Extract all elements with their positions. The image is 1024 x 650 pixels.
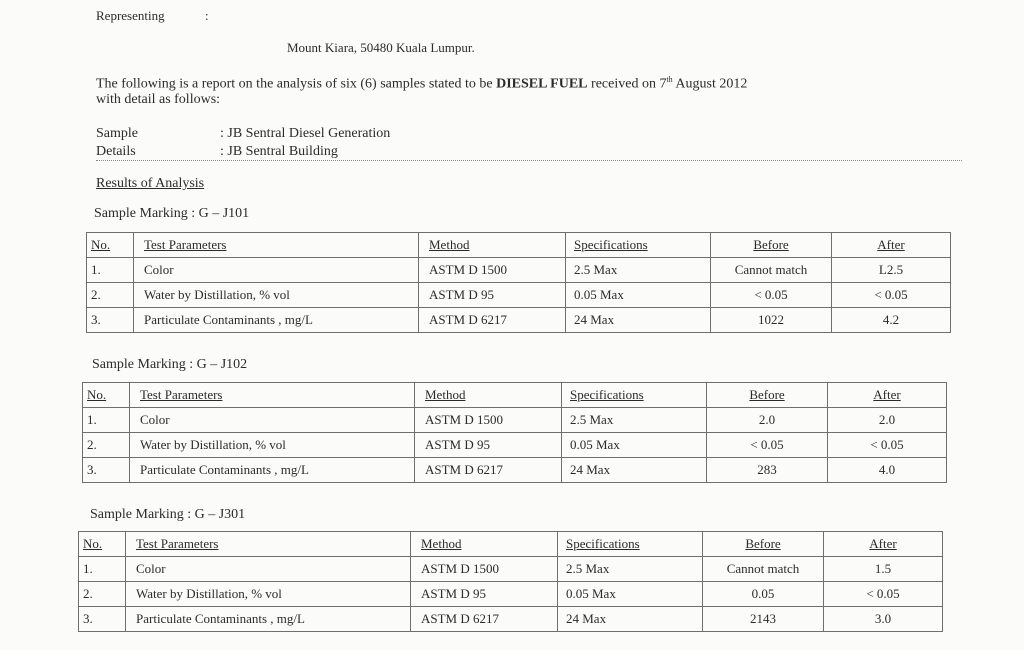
cell-param: Color [126, 557, 411, 582]
cell-before: < 0.05 [711, 283, 832, 308]
intro-line-1 [96, 75, 747, 93]
cell-method: ASTM D 95 [411, 582, 558, 607]
table-header-row [79, 532, 943, 557]
results-table-2 [82, 382, 947, 483]
col-spec: Specifications [558, 532, 703, 557]
intro-prefix: The following is a report on the analysis of six (6) samples stated to be [96, 76, 493, 92]
cell-before: < 0.05 [707, 433, 828, 458]
cell-spec: 2.5 Max [558, 557, 703, 582]
details-value: : JB Sentral Building [220, 144, 338, 159]
sample-marking-2 [92, 357, 247, 373]
cell-spec: 24 Max [558, 607, 703, 632]
col-spec: Specifications [566, 233, 711, 258]
intro-fuel: DIESEL FUEL [496, 76, 588, 92]
sample-marking-1 [94, 206, 249, 222]
cell-param: Color [130, 408, 415, 433]
sample-marking-label: Sample Marking [94, 206, 188, 221]
col-method: Method [419, 233, 566, 258]
sample-marking-label: Sample Marking [92, 357, 186, 372]
dotted-divider [96, 160, 962, 161]
cell-spec: 2.5 Max [562, 408, 707, 433]
col-param: Test Parameters [126, 532, 411, 557]
cell-param: Water by Distillation, % vol [126, 582, 411, 607]
sample-value: : JB Sentral Diesel Generation [220, 126, 391, 141]
address: Mount Kiara, 50480 Kuala Lumpur. [287, 40, 475, 55]
cell-method: ASTM D 1500 [415, 408, 562, 433]
results-table-1 [86, 232, 951, 333]
cell-before: Cannot match [711, 258, 832, 283]
cell-after: 4.0 [828, 458, 947, 483]
cell-method: ASTM D 1500 [411, 557, 558, 582]
table-row [79, 557, 943, 582]
cell-method: ASTM D 6217 [411, 607, 558, 632]
cell-param: Color [134, 258, 419, 283]
cell-param: Water by Distillation, % vol [130, 433, 415, 458]
cell-no: 1. [83, 408, 130, 433]
cell-before: 1022 [711, 308, 832, 333]
intro-received: received on 7 [591, 76, 667, 92]
col-before: Before [711, 233, 832, 258]
sample-marking-value: : G – J301 [187, 507, 246, 522]
cell-spec: 24 Max [566, 308, 711, 333]
cell-method: ASTM D 1500 [419, 258, 566, 283]
intro-line-2: with detail as follows: [96, 92, 221, 107]
cell-after: 1.5 [824, 557, 943, 582]
cell-no: 2. [79, 582, 126, 607]
cell-before: Cannot match [703, 557, 824, 582]
cell-no: 2. [83, 433, 130, 458]
table-row [79, 607, 943, 632]
col-param: Test Parameters [134, 233, 419, 258]
details-label: Details [96, 144, 136, 159]
sample-label: Sample [96, 126, 138, 141]
col-after: After [824, 532, 943, 557]
cell-param: Particulate Contaminants , mg/L [130, 458, 415, 483]
cell-no: 1. [79, 557, 126, 582]
cell-after: 4.2 [832, 308, 951, 333]
cell-no: 3. [83, 458, 130, 483]
sample-marking-label: Sample Marking [90, 507, 184, 522]
cell-after: < 0.05 [832, 283, 951, 308]
cell-after: < 0.05 [824, 582, 943, 607]
results-table-3 [78, 531, 943, 632]
table-row [87, 258, 951, 283]
col-no: No. [83, 383, 130, 408]
col-param: Test Parameters [130, 383, 415, 408]
sample-marking-3 [90, 507, 245, 523]
cell-param: Particulate Contaminants , mg/L [126, 607, 411, 632]
cell-spec: 24 Max [562, 458, 707, 483]
table-row [87, 283, 951, 308]
cell-after: < 0.05 [828, 433, 947, 458]
cell-method: ASTM D 95 [419, 283, 566, 308]
col-after: After [832, 233, 951, 258]
cell-method: ASTM D 95 [415, 433, 562, 458]
cell-param: Particulate Contaminants , mg/L [134, 308, 419, 333]
representing-label: Representing [96, 8, 165, 23]
intro-received-rest: August 2012 [675, 76, 748, 92]
sample-marking-value: : G – J101 [191, 206, 250, 221]
col-before: Before [707, 383, 828, 408]
table-row [79, 582, 943, 607]
cell-no: 1. [87, 258, 134, 283]
col-after: After [828, 383, 947, 408]
cell-before: 2.0 [707, 408, 828, 433]
table-header-row [87, 233, 951, 258]
cell-method: ASTM D 6217 [415, 458, 562, 483]
cell-no: 3. [79, 607, 126, 632]
table-header-row [83, 383, 947, 408]
table-row [83, 408, 947, 433]
col-method: Method [415, 383, 562, 408]
cell-no: 2. [87, 283, 134, 308]
table-row [83, 458, 947, 483]
cell-after: L2.5 [832, 258, 951, 283]
cell-after: 3.0 [824, 607, 943, 632]
cell-spec: 0.05 Max [558, 582, 703, 607]
col-spec: Specifications [562, 383, 707, 408]
cell-spec: 2.5 Max [566, 258, 711, 283]
cell-spec: 0.05 Max [566, 283, 711, 308]
cell-before: 2143 [703, 607, 824, 632]
cell-after: 2.0 [828, 408, 947, 433]
sample-marking-value: : G – J102 [189, 357, 248, 372]
cell-before: 0.05 [703, 582, 824, 607]
col-before: Before [703, 532, 824, 557]
table-row [83, 433, 947, 458]
table-row [87, 308, 951, 333]
col-no: No. [79, 532, 126, 557]
col-method: Method [411, 532, 558, 557]
cell-method: ASTM D 6217 [419, 308, 566, 333]
intro-received-sup: th [666, 75, 673, 84]
results-heading: Results of Analysis [96, 176, 205, 191]
col-no: No. [87, 233, 134, 258]
cell-no: 3. [87, 308, 134, 333]
cell-spec: 0.05 Max [562, 433, 707, 458]
cell-param: Water by Distillation, % vol [134, 283, 419, 308]
representing-colon: : [205, 8, 209, 23]
cell-before: 283 [707, 458, 828, 483]
